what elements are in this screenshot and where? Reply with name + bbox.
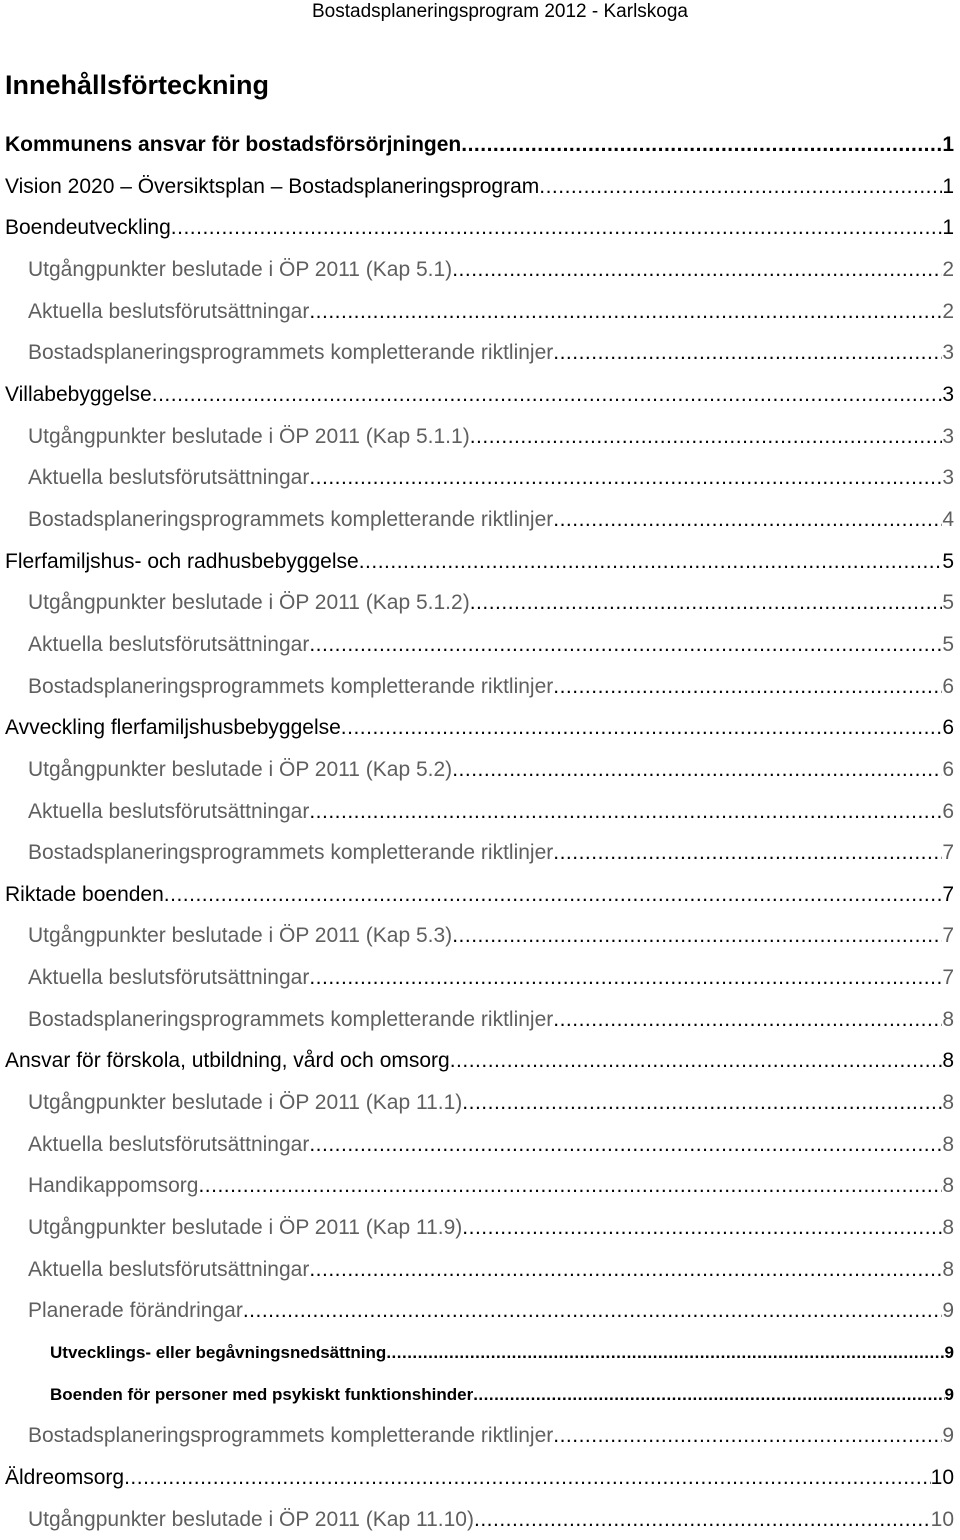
dot-leader — [309, 1249, 942, 1291]
toc-entry-page: 3 — [942, 424, 954, 448]
table-of-contents — [0, 124, 960, 1540]
toc-entry-page: 3 — [942, 466, 954, 490]
toc-entry-page: 8 — [942, 1049, 954, 1073]
running-header: Bostadsplaneringsprogram 2012 - Karlskoga — [312, 1, 688, 22]
dot-leader — [309, 1124, 942, 1166]
dot-leader — [341, 707, 943, 749]
toc-entry[interactable] — [0, 1040, 960, 1082]
toc-entry[interactable] — [0, 1165, 960, 1207]
toc-entry-label: Boendeutveckling — [5, 216, 171, 240]
toc-entry-label: Vision 2020 – Översiktsplan – Bostadsplaneringsprogram — [5, 174, 540, 198]
toc-entry-page: 3 — [942, 382, 954, 406]
toc-entry[interactable] — [0, 666, 960, 708]
dot-leader — [462, 1082, 942, 1124]
toc-entry-page: 7 — [942, 924, 954, 948]
dot-leader — [553, 332, 942, 374]
toc-entry[interactable] — [0, 1415, 960, 1457]
toc-entry-label: Kommunens ansvar för bostadsförsörjningen — [5, 133, 462, 156]
dot-leader — [473, 1374, 944, 1416]
toc-entry-page: 6 — [942, 799, 954, 823]
toc-entry[interactable] — [0, 624, 960, 666]
dot-leader — [450, 1040, 943, 1082]
toc-entry[interactable] — [0, 374, 960, 416]
dot-leader — [474, 1499, 931, 1540]
toc-entry-label: Aktuella beslutsförutsättningar — [28, 1132, 310, 1156]
toc-entry-page: 8 — [942, 1132, 954, 1156]
toc-entry-label: Utvecklings- eller begåvningsnedsättning — [50, 1343, 387, 1363]
toc-entry-label: Bostadsplaneringsprogrammets kompletterande riktlinjer — [28, 1007, 554, 1031]
toc-entry-label: Avveckling flerfamiljshusbebyggelse — [5, 716, 341, 740]
toc-entry[interactable] — [0, 291, 960, 333]
toc-entry-page: 7 — [942, 966, 954, 990]
toc-entry-page: 10 — [930, 1507, 954, 1531]
dot-leader — [309, 624, 942, 666]
toc-entry[interactable] — [0, 1332, 960, 1374]
toc-entry[interactable] — [0, 791, 960, 833]
toc-entry-page: 3 — [942, 341, 954, 365]
toc-entry-label: Aktuella beslutsförutsättningar — [28, 466, 310, 490]
toc-entry-label: Planerade förändringar — [28, 1299, 243, 1323]
toc-entry-label: Bostadsplaneringsprogrammets kompletterande riktlinjer — [28, 341, 554, 365]
toc-entry-label: Aktuella beslutsförutsättningar — [28, 299, 310, 323]
toc-entry-label: Handikappomsorg — [28, 1174, 199, 1198]
toc-entry-label: Bostadsplaneringsprogrammets kompletterande riktlinjer — [28, 841, 554, 865]
toc-entry[interactable] — [0, 1082, 960, 1124]
toc-entry-label: Bostadsplaneringsprogrammets kompletterande riktlinjer — [28, 507, 554, 531]
dot-leader — [452, 749, 942, 791]
toc-entry-page: 9 — [942, 1424, 954, 1448]
dot-leader — [553, 666, 942, 708]
toc-entry[interactable] — [0, 1124, 960, 1166]
dot-leader — [553, 499, 942, 541]
toc-entry-page: 2 — [942, 299, 954, 323]
toc-entry-page: 9 — [944, 1343, 954, 1363]
toc-entry-page: 4 — [942, 507, 954, 531]
dot-leader — [171, 207, 943, 249]
toc-entry-page: 5 — [942, 632, 954, 656]
toc-entry-label: Boenden för personer med psykiskt funktionshinder — [50, 1384, 474, 1404]
dot-leader — [553, 1415, 942, 1457]
dot-leader — [452, 249, 942, 291]
toc-entry-label: Bostadsplaneringsprogrammets kompletterande riktlinjer — [28, 1424, 554, 1448]
toc-entry[interactable] — [0, 499, 960, 541]
dot-leader — [359, 541, 943, 583]
toc-entry-label: Aktuella beslutsförutsättningar — [28, 1257, 310, 1281]
toc-entry-page: 2 — [942, 257, 954, 281]
toc-entry[interactable] — [0, 1374, 960, 1416]
toc-entry-page: 6 — [942, 716, 954, 740]
toc-entry-label: Aktuella beslutsförutsättningar — [28, 632, 310, 656]
toc-entry-page: 7 — [942, 882, 954, 906]
toc-entry-label: Utgångpunkter beslutade i ÖP 2011 (Kap 11.1) — [28, 1091, 463, 1115]
toc-entry[interactable] — [0, 832, 960, 874]
dot-leader — [470, 582, 943, 624]
toc-entry[interactable] — [0, 1249, 960, 1291]
toc-entry-label: Ansvar för förskola, utbildning, vård och omsorg — [5, 1049, 450, 1073]
toc-entry-label: Aktuella beslutsförutsättningar — [28, 799, 310, 823]
toc-entry-label: Utgångpunkter beslutade i ÖP 2011 (Kap 5.3) — [28, 924, 453, 948]
toc-entry[interactable] — [0, 1457, 960, 1499]
toc-entry[interactable] — [0, 582, 960, 624]
toc-entry-label: Äldreomsorg — [5, 1466, 125, 1489]
toc-entry-label: Utgångpunkter beslutade i ÖP 2011 (Kap 5.1) — [28, 257, 453, 281]
toc-entry-label: Utgångpunkter beslutade i ÖP 2011 (Kap 5.2) — [28, 757, 453, 781]
toc-entry-label: Aktuella beslutsförutsättningar — [28, 966, 310, 990]
toc-entry[interactable] — [0, 249, 960, 291]
dot-leader — [309, 457, 942, 499]
toc-entry[interactable] — [0, 1499, 960, 1540]
toc-entry[interactable] — [0, 915, 960, 957]
toc-entry-page: 7 — [942, 841, 954, 865]
toc-entry-page: 1 — [942, 174, 954, 198]
toc-entry-page: 8 — [942, 1257, 954, 1281]
toc-entry-label: Villabebyggelse — [5, 382, 152, 406]
dot-leader — [452, 915, 942, 957]
toc-entry-page: 10 — [930, 1466, 954, 1489]
toc-entry-label: Utgångpunkter beslutade i ÖP 2011 (Kap 5.1.1) — [28, 424, 470, 448]
toc-entry-page: 8 — [942, 1174, 954, 1198]
toc-title: Innehållsförteckning — [5, 70, 270, 100]
dot-leader — [386, 1332, 944, 1374]
toc-entry[interactable] — [0, 749, 960, 791]
toc-entry-label: Utgångpunkter beslutade i ÖP 2011 (Kap 11.9) — [28, 1216, 463, 1240]
toc-entry-label: Riktade boenden — [5, 882, 164, 906]
toc-entry-page: 9 — [942, 1299, 954, 1323]
toc-entry-page: 1 — [942, 216, 954, 240]
toc-entry-page: 9 — [944, 1384, 954, 1404]
toc-entry-label: Utgångpunkter beslutade i ÖP 2011 (Kap 5.1.2) — [28, 591, 470, 615]
toc-entry-page: 5 — [942, 591, 954, 615]
dot-leader — [124, 1457, 931, 1499]
dot-leader — [243, 1290, 943, 1332]
toc-entry-label: Flerfamiljshus- och radhusbebyggelse — [5, 549, 359, 573]
dot-leader — [309, 957, 942, 999]
toc-entry[interactable] — [0, 957, 960, 999]
toc-entry-page: 8 — [942, 1007, 954, 1031]
toc-entry-page: 6 — [942, 674, 954, 698]
toc-entry[interactable] — [0, 707, 960, 749]
toc-entry[interactable] — [0, 207, 960, 249]
toc-entry[interactable] — [0, 416, 960, 458]
toc-entry[interactable] — [0, 166, 960, 208]
toc-entry-label: Bostadsplaneringsprogrammets kompletterande riktlinjer — [28, 674, 554, 698]
dot-leader — [553, 832, 942, 874]
dot-leader — [309, 291, 942, 333]
toc-entry[interactable] — [0, 332, 960, 374]
toc-entry[interactable] — [0, 1290, 960, 1332]
toc-entry-page: 8 — [942, 1216, 954, 1240]
dot-leader — [198, 1165, 942, 1207]
dot-leader — [462, 1207, 942, 1249]
toc-entry[interactable] — [0, 124, 960, 166]
dot-leader — [164, 874, 943, 916]
dot-leader — [152, 374, 943, 416]
dot-leader — [309, 791, 942, 833]
dot-leader — [553, 999, 942, 1041]
toc-entry[interactable] — [0, 457, 960, 499]
toc-entry-page: 5 — [942, 549, 954, 573]
toc-entry[interactable] — [0, 874, 960, 916]
toc-entry[interactable] — [0, 999, 960, 1041]
toc-entry-page: 6 — [942, 757, 954, 781]
dot-leader — [539, 166, 942, 208]
toc-entry[interactable] — [0, 541, 960, 583]
toc-entry[interactable] — [0, 1207, 960, 1249]
dot-leader — [470, 416, 943, 458]
toc-entry-page: 8 — [942, 1091, 954, 1115]
toc-entry-page: 1 — [942, 133, 954, 156]
toc-entry-label: Utgångpunkter beslutade i ÖP 2011 (Kap 11.10) — [28, 1507, 474, 1531]
dot-leader — [461, 124, 942, 166]
